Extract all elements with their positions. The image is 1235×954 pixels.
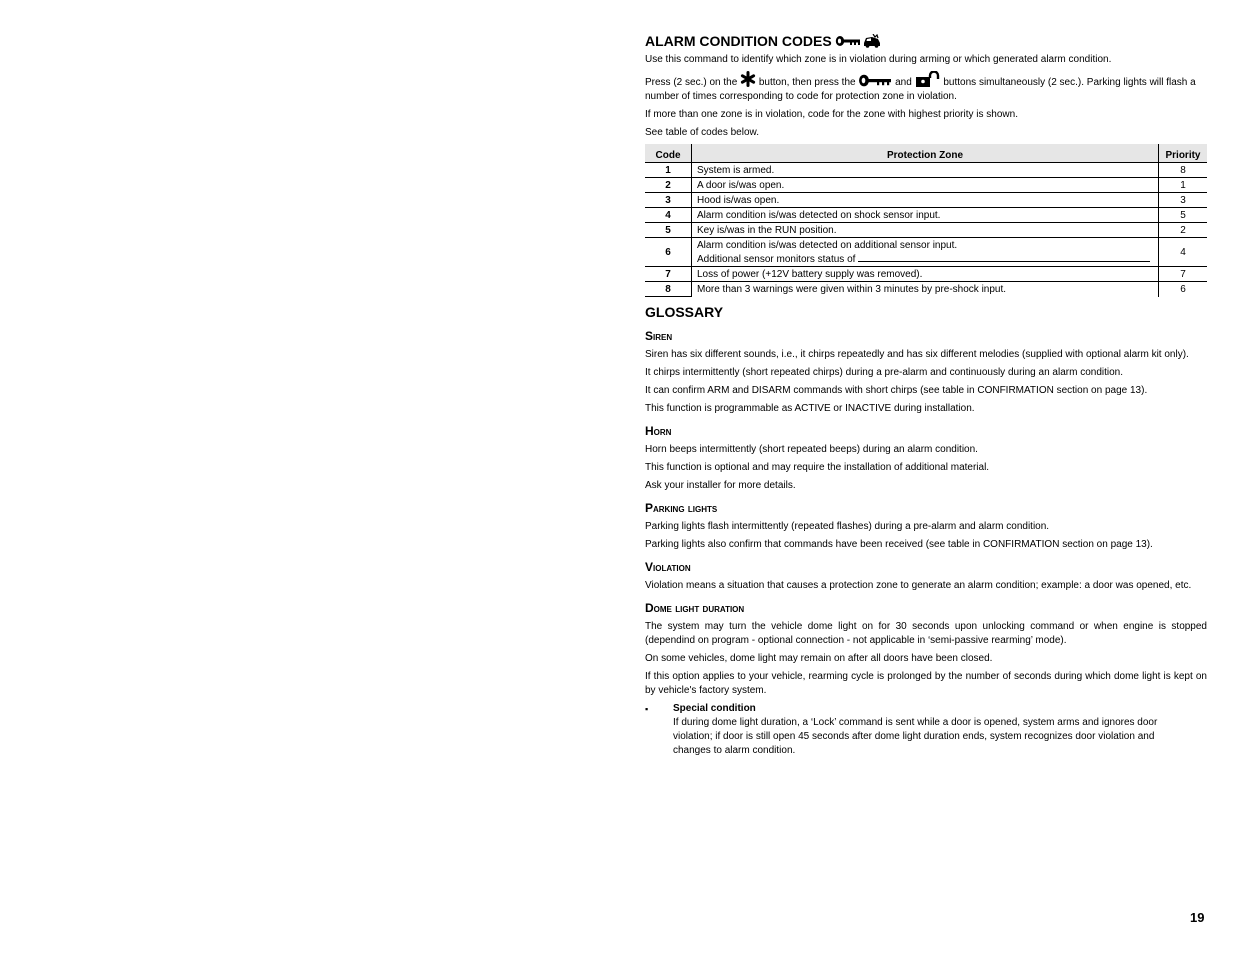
- table-row: [645, 163, 1207, 178]
- siren-text: It chirps intermittently (short repeated chirps) during a pre-alarm and continuously during an alarm condition.: [645, 367, 1124, 378]
- code-cell: 1: [645, 163, 692, 178]
- violation-text: Violation means a situation that causes a protection zone to generate an alarm condition; example: a door was opened, etc.: [645, 580, 1192, 591]
- priority-cell: 8: [1159, 163, 1208, 178]
- parking-lights-text: Parking lights flash intermittently (repeated flashes) during a pre-alarm and alarm condition.: [645, 521, 1050, 532]
- priority-cell: 5: [1159, 208, 1208, 223]
- zone-cell: Hood is/was open.: [692, 193, 1159, 208]
- table-row: [645, 193, 1207, 208]
- table-row: [645, 178, 1207, 193]
- dome-light-heading: Dome light duration: [645, 601, 745, 615]
- table-row: [645, 282, 1207, 297]
- alarm-codes-instructions: [645, 71, 1207, 104]
- key-icon: [835, 35, 861, 47]
- dome-light-text: If this option applies to your vehicle, rearming cycle is prolonged by the number of seconds during which dome light is kept on by vehicle's factory system.: [645, 671, 1207, 696]
- asterisk-button-icon: [740, 71, 756, 87]
- table-row: [645, 267, 1207, 282]
- zone-cell: Key is/was in the RUN position.: [692, 223, 1159, 238]
- zone-cell: System is armed.: [692, 163, 1159, 178]
- page-number: 19: [1190, 910, 1205, 925]
- priority-cell: 4: [1159, 238, 1208, 267]
- siren-text: This function is programmable as ACTIVE or INACTIVE during installation.: [645, 403, 975, 414]
- code-cell: 4: [645, 208, 692, 223]
- zone-cell-multiline: [692, 238, 1159, 267]
- code-cell: 8: [645, 282, 692, 297]
- car-icon: [863, 34, 881, 48]
- zone-cell-line2: [697, 252, 1153, 266]
- alarm-codes-intro: Use this command to identify which zone is in violation during arming or which generated alarm condition.: [645, 54, 1112, 65]
- priority-note: If more than one zone is in violation, code for the zone with highest priority is shown.: [645, 109, 1018, 120]
- press-text-c: and: [895, 77, 912, 88]
- col-header-zone: Protection Zone: [692, 144, 1159, 163]
- zone-cell: Loss of power (+12V battery supply was removed).: [692, 267, 1159, 282]
- press-text-a: Press (2 sec.) on the: [645, 77, 738, 88]
- bullet-marker: ▪: [645, 704, 649, 714]
- code-cell: 3: [645, 193, 692, 208]
- zone-cell: Alarm condition is/was detected on shock sensor input.: [692, 208, 1159, 223]
- alarm-codes-heading: [645, 32, 1207, 50]
- col-header-priority: Priority: [1159, 144, 1208, 163]
- special-condition-text: If during dome light duration, a ‘Lock’ command is sent while a door is opened, system arms and ignores door violation; if door is still open 45 seconds after dome light duration ends, system recognizes door violation and changes to alarm condition.: [673, 717, 1158, 756]
- dome-light-text: On some vehicles, dome light may remain on after all doors have been closed.: [645, 653, 993, 664]
- dome-light-text: The system may turn the vehicle dome light on for 30 seconds upon unlocking command or when engine is stopped (dependind on program - optional connection - not applicable in ‘semi-passive rearming’ mode).: [645, 621, 1207, 646]
- manual-page: [645, 32, 1207, 758]
- table-row: [645, 208, 1207, 223]
- horn-heading: Horn: [645, 424, 672, 438]
- zone-cell: A door is/was open.: [692, 178, 1159, 193]
- zone-cell-line2-text: Additional sensor monitors status of: [697, 254, 856, 265]
- priority-cell: 6: [1159, 282, 1208, 297]
- see-table-note: See table of codes below.: [645, 127, 759, 138]
- parking-lights-text: Parking lights also confirm that commands have been received (see table in CONFIRMATION section on page 13).: [645, 539, 1153, 550]
- alarm-codes-table: [645, 144, 1207, 297]
- alarm-codes-title: ALARM CONDITION CODES: [645, 33, 832, 49]
- violation-heading: Violation: [645, 560, 691, 574]
- col-header-code: Code: [645, 144, 692, 163]
- special-condition-title: Special condition: [673, 703, 756, 714]
- table-row: [645, 223, 1207, 238]
- zone-cell: More than 3 warnings were given within 3 minutes by pre-shock input.: [692, 282, 1159, 297]
- code-cell: 2: [645, 178, 692, 193]
- zone-cell-line1: Alarm condition is/was detected on additional sensor input.: [697, 240, 958, 251]
- table-row: [645, 238, 1207, 267]
- horn-text: This function is optional and may require the installation of additional material.: [645, 462, 990, 473]
- horn-text: Ask your installer for more details.: [645, 480, 796, 491]
- fill-in-blank: [858, 252, 1150, 262]
- unlock-button-icon: [915, 71, 941, 87]
- priority-cell: 3: [1159, 193, 1208, 208]
- special-condition-body: [673, 702, 1173, 758]
- horn-text: Horn beeps intermittently (short repeated beeps) during an alarm condition.: [645, 444, 978, 455]
- priority-cell: 7: [1159, 267, 1208, 282]
- key-button-icon: [858, 74, 892, 87]
- priority-cell: 1: [1159, 178, 1208, 193]
- parking-lights-heading: Parking lights: [645, 501, 718, 515]
- press-text-b: button, then press the: [758, 77, 856, 88]
- table-header-row: [645, 144, 1207, 163]
- code-cell: 7: [645, 267, 692, 282]
- press-text-d: buttons simultaneously (2 sec.). Parking lights will flash a number of times corresponding to code for protection zone in violation.: [645, 77, 1196, 102]
- priority-cell: 2: [1159, 223, 1208, 238]
- siren-text: Siren has six different sounds, i.e., it chirps repeatedly and has six different melodies (supplied with optional alarm kit only).: [645, 349, 1189, 360]
- siren-text: It can confirm ARM and DISARM commands with short chirps (see table in CONFIRMATION section on page 13).: [645, 385, 1148, 396]
- heading-icons: [835, 34, 881, 48]
- glossary-title: GLOSSARY: [645, 304, 724, 320]
- code-cell: 6: [645, 238, 692, 267]
- code-cell: 5: [645, 223, 692, 238]
- siren-heading: Siren: [645, 329, 673, 343]
- special-condition-item: [645, 702, 1207, 758]
